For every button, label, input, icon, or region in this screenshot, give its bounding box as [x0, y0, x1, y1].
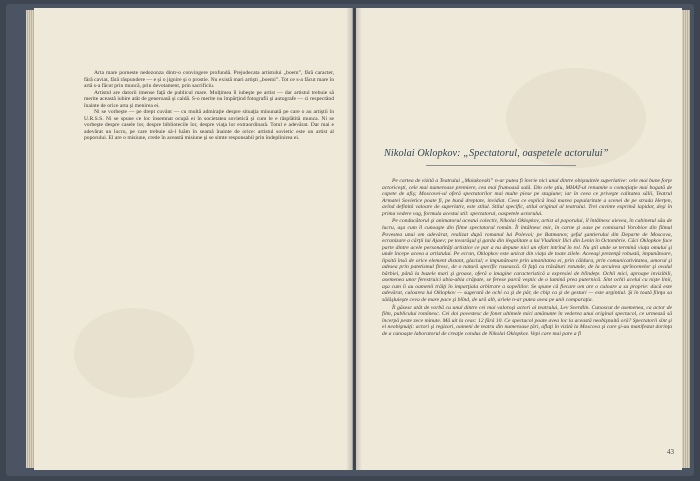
left-page [34, 8, 353, 470]
right-paragraph: Pe cartea de vizită a Teatrului „Maiakovski” n-ar putea fi învrie nici unul dintre obişnuitele superlative: cele mai bune forţe actoriceşti, cele mai numeroase premiere, cea mai frumoasă sală. Din cele ştiu, MHAT-ul renumite o comoţiaţie mai bogată de capete de afiş; Moscovei-ul oferă spectatorilor mai multe piese pe stagiune; iar în ceea ce priveşte calitatea sălii, Teatrul Armatei Sovietice poate fi, pe bună dreptate, invidiat. Ceea ce explică însă marea popularitate a scenei de pe strada Herţen, avînd definită valoare de superlativ, este stilul. Stilul specific, stilul original al teatrului. Trei cuvinte exprimă lapidar, deşi în prima vedere vag, formula acestui stil: spectatorul, oaspetele actorului. [382, 178, 672, 217]
chapter-title: Nikolai Oklopkov: „Spectatorul, oaspetele actorului” [384, 148, 609, 159]
left-page-edges [26, 10, 34, 468]
title-divider [426, 165, 576, 166]
left-page-text [84, 70, 334, 142]
left-paragraph: Ni se vorbeşte — pe drept cuvânt — cu multă admiraţie despre situaţia minunată pe care o au artiştii în U.R.S.S. Ni se spune ce loc însemnat ocupă ei în societatea sovietică şi cum le e răsplătită munca. Ni se vorbeşte despre casele lor, despre bibliotecile lor, despre viaţa lor extraordinară. Totul e adevărat. Dar mai e adevărat un lucru, pe care trebuie să-l luăm în seamă înainte de orice: artistul sovietic este un artist al poporului. El are o misiune, crede în această misiune şi se simte responsabil prin îndeplinirea ei. [84, 109, 334, 142]
right-page-text [382, 178, 672, 339]
left-paragraph: Arta mare porneste nedezonza dintr-o convingere profundă. Prejudecata artistului „boem”, fără caracter, fără caviat, fără răspundere — e şi o jignire şi o prostie. Nu există mari artişti „boemi”. Tot ce s-a făcut mare în artă s-a făcut prin muncă, prin devotament, prin sacrificiu. [84, 70, 334, 90]
right-page-edges [682, 10, 690, 468]
page-number: 43 [667, 448, 674, 456]
right-page [356, 8, 682, 470]
left-paragraph: Artistul are datorii imense faţă de publicul mare. Mulţimea îl iubeşte pe artist — dar artistul trebuie să merite această iubire atât de generoasă şi caldă. S-o merite nu împărţind fotografii şi autografe — ci respectând înainte de orice arta şi menirea ei. [84, 89, 334, 109]
right-paragraph: Îl găsesc atât de vorbă cu unul dintre cei mai valoroşi actori ai teatrului, Lev Sverdlin. Cunoscut de asemenea, ca actor de film, publicului romînesc. Cei doi povestesc de fonet ultimele mici amănunte în vederea unui original spectacol, ce urmează să încerpă peste zece minute. Mă uit la ceas: 12 fără 10. Ce spectacol poate avea loc la această neobişnuită oră? Spectatorii sînt şi ei neobişnuiţi: actori şi regizori, oameni de teatru din numeroase ţări, aflaţi în vizită la Moscova şi care şi-au manifestat dorinţa de a cunoaşte laboratorul de creaţie condus de Nikolai Oklopkov. Vepi care mai pare a fi [382, 304, 672, 337]
right-paragraph: Pe conducătorul şi animatorul acestui colectiv, Nikolai Oklopkov, artist al poporului, îl întâlnesc aievea, în cabinetul său de lucru, aşa cum îl cunoaşte din filme spectatorul român. Îl întâlnesc mic, în carne şi oase pe comisarul Vorobiov din filmul Povestea unui om adevărat, realizat după romanul lui Polevoi; pe Batmanov, şeful şantierului din Departe de Moscova, ecranizare a cărţii lui Ajaev; pe tovarăşul şi garda din ilegalitate a lui Vladimir Ilici din Lenin în Octombrie. Căci Oklopkov face parte dintre acele personalităţi artistice ce par a nu depune nici un efort intrînd în rol. Nu ştii unde se termină viaţa omului şi unde începe aceea a artistului. Pe ecran, Oklopkov este unicat din viaţa de toate zilele. Aceeaşi prezenţă robustă, impunătoare, lipsită însă de orice element distant, glacial; e impunătoare prin umanitatea ei, prin căldura, prin comunicativitatea, umorul şi adesea prin patetismul firesc, de o natură specific rusească. O faţă cu trăsături rotunde, de la arcuirea sprîncenelor şi ovalul bărbiei, până la buzele mari şi groase, oferă o imagine caracteristică a expresiei de blîndeţe. Ochii mici, aproape invizibili, asemenea unor ferestruici abia-abia crăpate, se ferese parcă veşnic de o lumină prea puternică. Sint ochii acelui cu nişte linii, aşa cum îi au oamenii trăiţi în imparţiala arbitrare a sopeliilor. Se spune că fiecare om are o culoare a sa proprie: dacă este adevărat, culoarea lui Oklopkov — sugerată de ochi ca şi de păr, de chip ca şi de gesturi — este argintiul. Şi în toată fiinţa sa sălăşluieşte ceva de mare pace şi blînd, de ură alb, ariele n-ar putea avea pe unii comparaţia. [382, 218, 673, 304]
